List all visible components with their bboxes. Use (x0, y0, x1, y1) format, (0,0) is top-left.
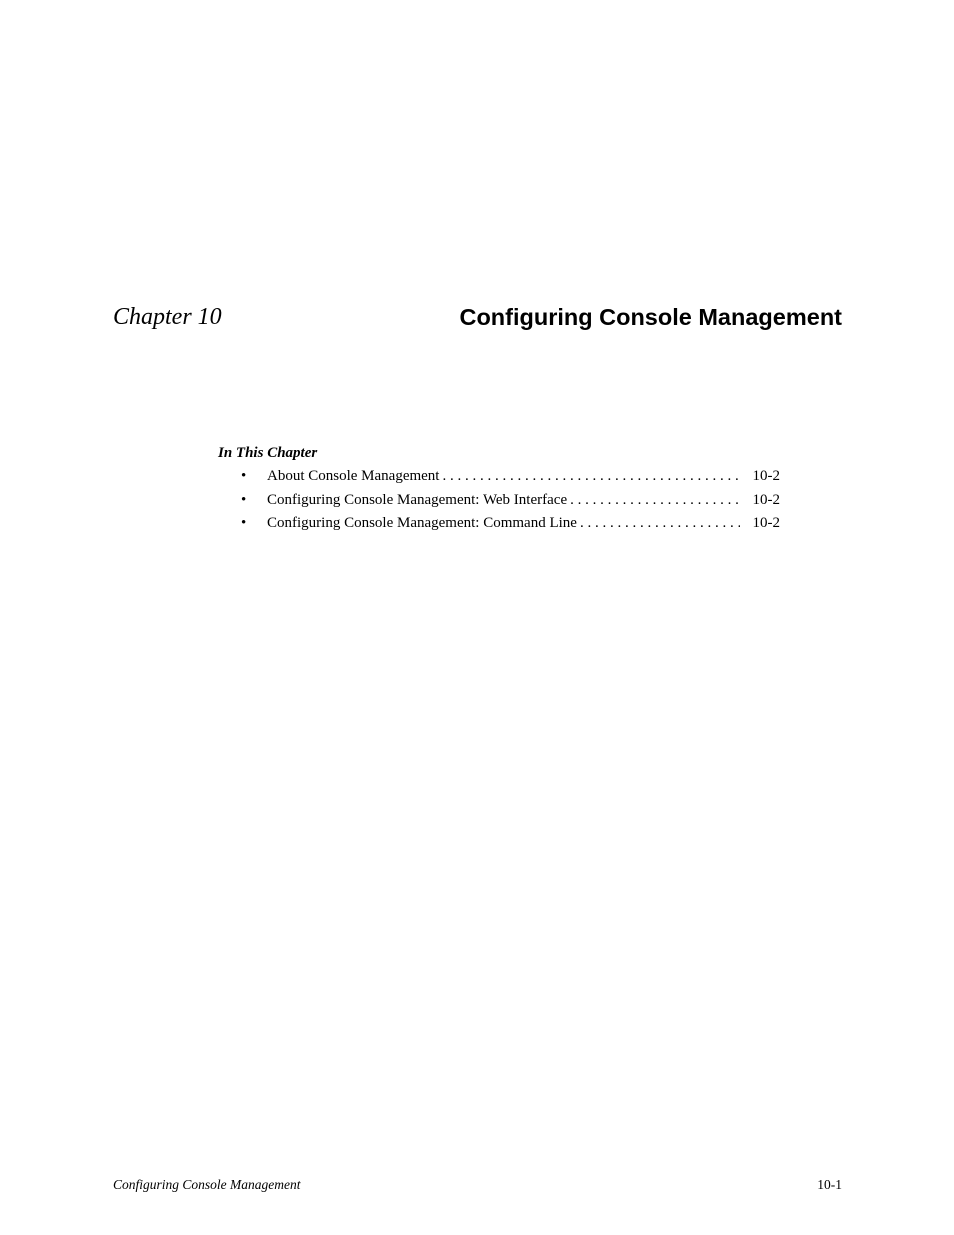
table-of-contents (218, 443, 780, 537)
toc-item[interactable] (218, 513, 780, 537)
toc-item[interactable] (218, 466, 780, 490)
bullet: • (241, 468, 247, 484)
footer-title: Configuring Console Management (113, 1177, 301, 1192)
toc-item-page: 10-2 (752, 468, 780, 484)
toc-list (218, 466, 780, 537)
chapter-title: Configuring Console Management (459, 304, 842, 330)
toc-item-label: About Console Management (267, 468, 440, 484)
toc-item-page: 10-2 (752, 515, 780, 531)
dot-leader (570, 490, 740, 510)
toc-item-page: 10-2 (752, 491, 780, 508)
toc-item-label: Configuring Console Management: Web Interface (267, 491, 568, 508)
toc-heading: In This Chapter (218, 445, 318, 461)
chapter-label: Chapter 10 (113, 304, 222, 330)
bullet: • (241, 491, 247, 508)
footer-page-number: 10-1 (817, 1177, 842, 1192)
dot-leader (580, 513, 740, 533)
toc-item[interactable] (218, 490, 780, 514)
dot-leader (442, 466, 740, 486)
bullet: • (241, 515, 247, 531)
toc-item-label: Configuring Console Management: Command Line (267, 515, 577, 531)
